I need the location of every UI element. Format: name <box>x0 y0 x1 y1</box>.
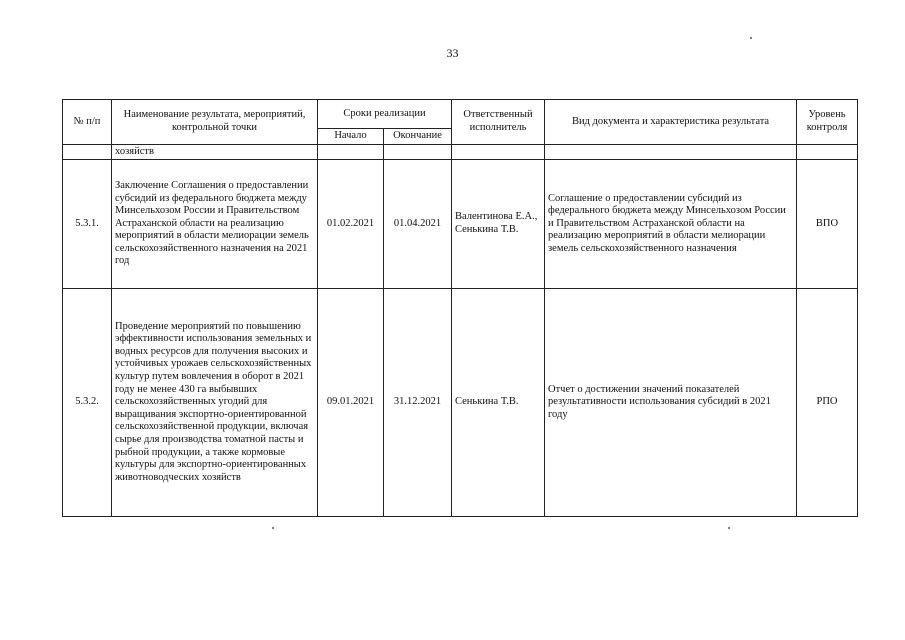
cell-num: 5.3.1. <box>63 160 112 289</box>
cell-end: 01.04.2021 <box>384 160 452 289</box>
cell-name: Заключение Соглашения о предоставлении субсидий из федерального бюджета между Минсельхозом России и Правительством Астраханской области на реализацию мероприятий в области мелиорации земель сельскохозяйственного назначения на 2021 год <box>112 160 318 289</box>
cell-control: ВПО <box>797 160 858 289</box>
page-number: 33 <box>446 46 459 60</box>
cell-responsible: Сенькина Т.В. <box>452 289 545 517</box>
table-row-continuation <box>63 145 858 160</box>
table-row <box>63 160 858 289</box>
cell-empty <box>63 145 112 160</box>
header-start: Начало <box>318 129 384 145</box>
header-end: Окончание <box>384 129 452 145</box>
scan-speck <box>750 37 752 39</box>
cell-control: РПО <box>797 289 858 517</box>
header-doc: Вид документа и характеристика результата <box>545 100 797 145</box>
cell-empty <box>318 145 384 160</box>
cell-start: 09.01.2021 <box>318 289 384 517</box>
cell-end: 31.12.2021 <box>384 289 452 517</box>
header-num: № п/п <box>63 100 112 145</box>
cell-start: 01.02.2021 <box>318 160 384 289</box>
header-name: Наименование результата, мероприятий, контрольной точки <box>112 100 318 145</box>
cell-continuation: хозяйств <box>112 145 318 160</box>
cell-doc: Отчет о достижении значений показателей результативности использования субсидий в 2021 году <box>545 289 797 517</box>
cell-empty <box>452 145 545 160</box>
header-terms: Сроки реализации <box>318 100 452 129</box>
header-control: Уровень контроля <box>797 100 858 145</box>
scan-speck <box>272 527 274 529</box>
cell-responsible: Валентинова Е.А., Сенькина Т.В. <box>452 160 545 289</box>
scan-speck <box>728 527 730 529</box>
table-row <box>63 289 858 517</box>
cell-name: Проведение мероприятий по повышению эффективности использования земельных и водных ресурсов для получения высоких и устойчивых урожаев сельскохозяйственных культур путем вовлечения в оборот в 2021 году не менее 430 га выбывших сельскохозяйственных угодий для выращивания экспортно-ориентированной сельскохозяйственной продукции, включая сырье для производства томатной пасты и рыбной продукции, а также кормовые культуры для экспортно-ориентированных животноводческих хозяйств <box>112 289 318 517</box>
cell-doc: Соглашение о предоставлении субсидий из федерального бюджета между Минсельхозом России и Правительством Астраханской области на реализацию мероприятий в области мелиорации земель сельскохозяйственного назначения <box>545 160 797 289</box>
cell-num: 5.3.2. <box>63 289 112 517</box>
cell-empty <box>545 145 797 160</box>
activities-table <box>62 99 858 517</box>
header-responsible: Ответственный исполнитель <box>452 100 545 145</box>
cell-empty <box>797 145 858 160</box>
cell-empty <box>384 145 452 160</box>
